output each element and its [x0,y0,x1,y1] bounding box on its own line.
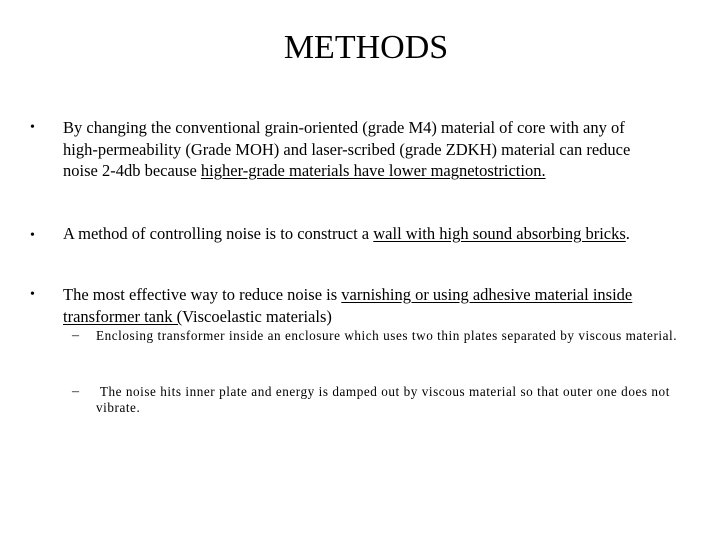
subpoint-text-1: Enclosing transformer inside an enclosure which uses two thin plates separated by viscous material. [96,328,678,343]
bullet-3-tail: Viscoelastic materials) [182,306,332,326]
subpoint-text-2: The noise hits inner plate and energy is damped out by viscous material so that outer one does not vibrate. [96,384,674,415]
bullet-2-tail: . [625,224,630,243]
dash-icon: – [72,328,79,343]
dash-icon: – [72,384,79,399]
bullet-icon: • [30,287,35,302]
bullet-3-underlined: varnishing or using adhesive material inside transformer tank ( [63,285,633,326]
bullet-text-3 [63,284,663,327]
bullet-2-text: A method of controlling noise is to construct a [63,224,374,243]
bullet-text-1 [63,117,663,182]
slide-title: METHODS [283,29,449,66]
bullet-1-underlined: higher-grade materials have lower magnetostriction. [200,161,546,180]
bullet-1-text: By changing the conventional grain-oriented (grade M4) material of core with any of high-permeability (Grade MOH) and laser-scribed (grade ZDKH) material can reduce noise 2-4db because [63,118,631,180]
bullet-3-text: The most effective way to reduce noise is [63,285,342,304]
bullet-text-2 [63,225,663,242]
bullet-icon: • [30,228,35,243]
bullet-icon: • [30,120,35,135]
bullet-2-underlined: wall with high sound absorbing bricks [373,224,626,243]
